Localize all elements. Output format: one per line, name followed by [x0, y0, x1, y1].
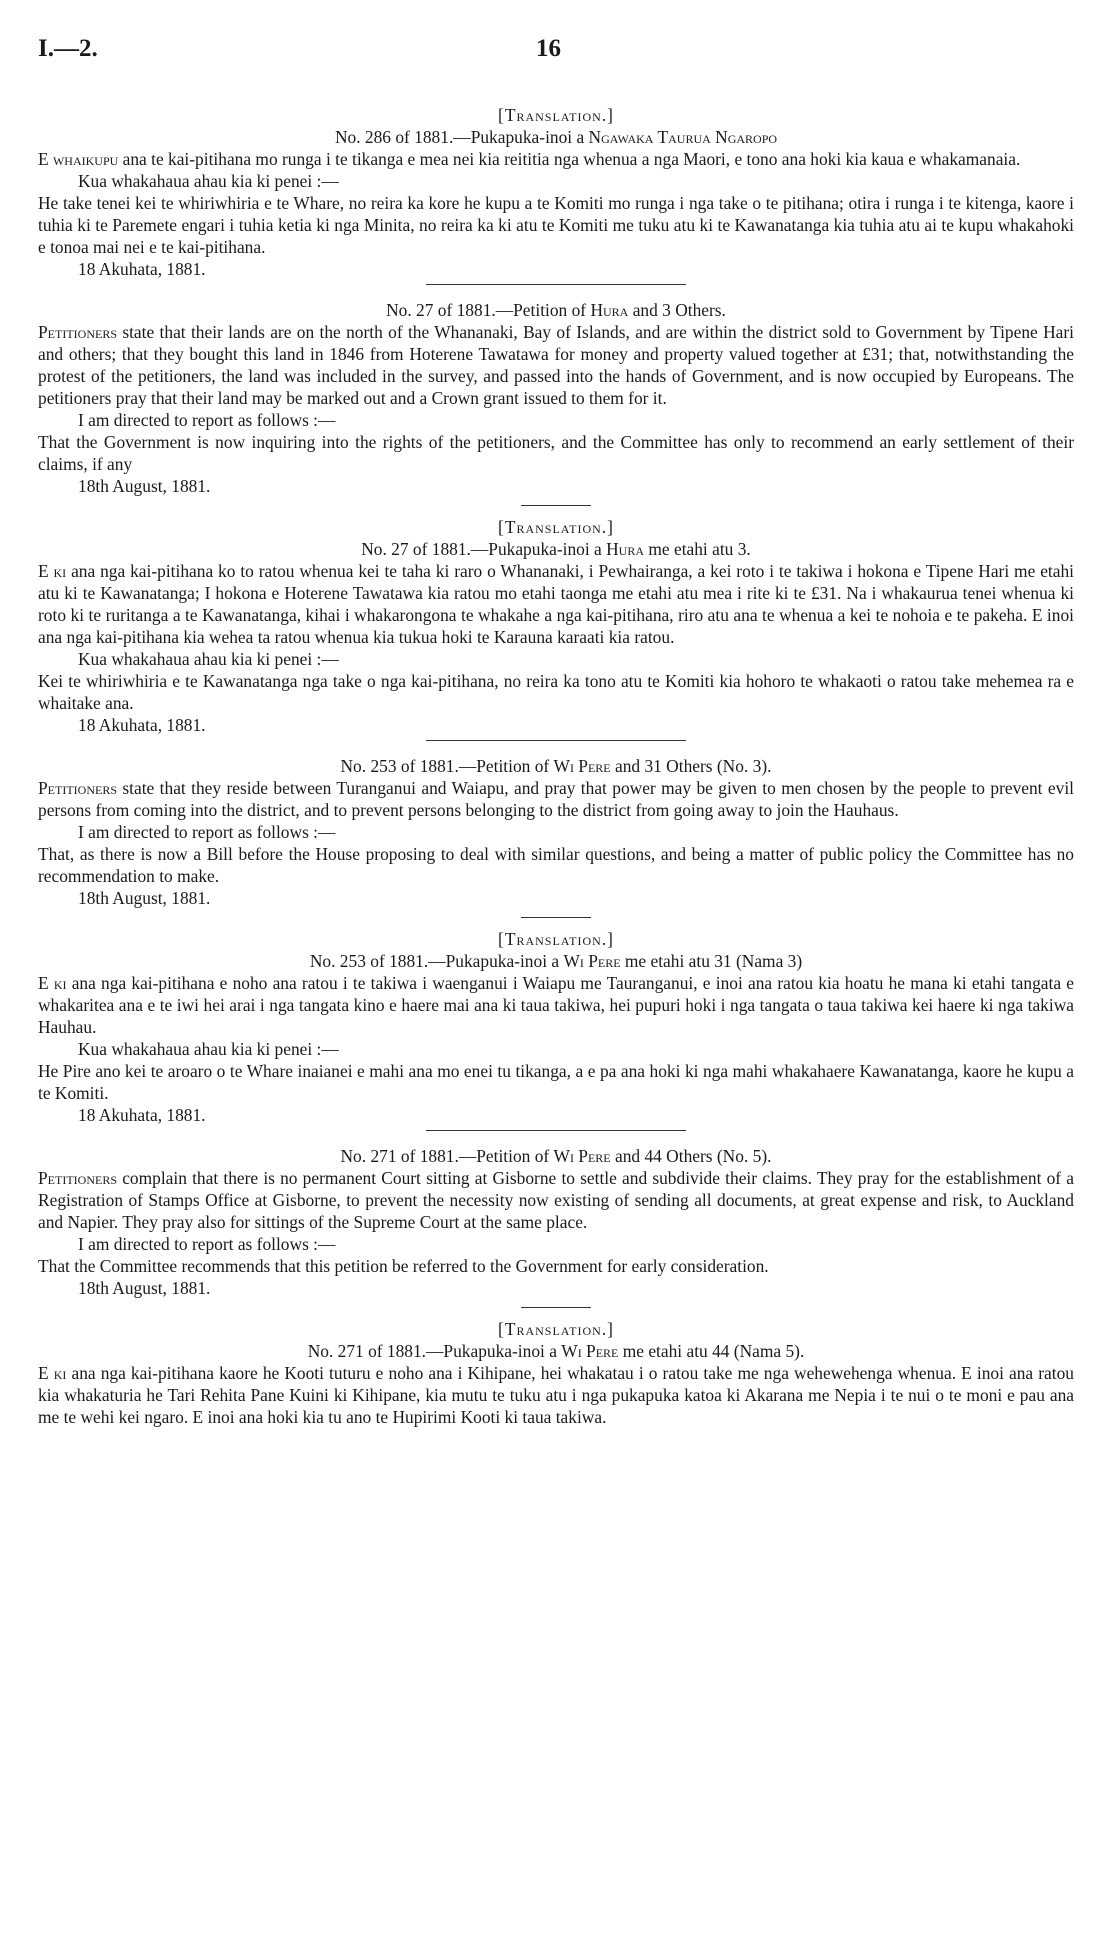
title-suffix: me etahi atu 3. [644, 539, 751, 559]
petitioner-name: Ngawaka Taurua Ngaropo [588, 127, 778, 147]
translation-label: [Translation.] [498, 1319, 614, 1339]
committee-report: He take tenei kei te whiriwhiria e te Whare, no reira ka kore he kupu a te Komiti mo runga i nga take o te pitihana; otira i runga i te kitenga, kaore i tuhia ki te Paremete engari i tuhia ketia ki nga Minita, no reira ka ki atu te Komiti me tuku atu ki te Kawanatanga kia tuhia atu ai te kupu whakahoki e tonoa mai nei e te kai-pitihana. [38, 193, 1074, 257]
petition-summary [38, 1167, 1074, 1233]
petition-summary [38, 972, 1074, 1038]
report-date: 18th August, 1881. [78, 1278, 211, 1298]
lead-word: Petitioners [38, 1168, 117, 1188]
title-suffix: me etahi atu 44 (Nama 5). [618, 1341, 805, 1361]
petition-section [38, 516, 1074, 741]
petition-section [38, 928, 1074, 1131]
petitioner-name: Wi Pere [561, 1341, 619, 1361]
title-suffix: and 44 Others (No. 5). [610, 1146, 772, 1166]
petition-title [38, 126, 1074, 148]
petition-section [38, 104, 1074, 285]
committee-report: Kei te whiriwhiria e te Kawanatanga nga take o nga kai-pitihana, no reira ka tono atu te Komiti kia hohoro te whakaoti o ratou take mehemea ra e whaitake ana. [38, 671, 1074, 713]
section-divider [426, 284, 686, 285]
lead-word: E ki [38, 1363, 67, 1383]
title-prefix: No. 271 of 1881.—Pukapuka-inoi a [307, 1341, 562, 1361]
title-prefix: No. 27 of 1881.—Pukapuka-inoi a [361, 539, 607, 559]
report-date: 18 Akuhata, 1881. [78, 259, 206, 279]
petition-title [38, 1340, 1074, 1362]
petition-summary [38, 321, 1074, 409]
directed-line: I am directed to report as follows :— [78, 822, 336, 842]
committee-report: He Pire ano kei te aroaro o te Whare inaianei e mahi ana mo enei tu tikanga, a e pa ana hoki ki nga mahi whakahaere Kawanatanga, kaore he kupu a te Komiti. [38, 1061, 1074, 1103]
directed-line: Kua whakahaua ahau kia ki penei :— [78, 171, 339, 191]
title-prefix: No. 253 of 1881.—Pukapuka-inoi a [309, 951, 564, 971]
summary-text: ana nga kai-pitihana kaore he Kooti tuturu e noho ana i Kihipane, hei whakatau i o ratou take me nga wehewehenga whenua. E inoi ana ratou kia whakaturia he Tari Rehita Pane Kuini ki Kihipane, kia mutu te tuku atu i nga pukapuka katoa ki Akarana me Nepia i te nui o te moni e pau ana me te wehi kei ngaro. E inoi ana hoki kia tu ano te Hupirimi Kooti ki taua takiwa. [38, 1363, 1074, 1427]
summary-text: state that they reside between Turanganui and Waiapu, and pray that power may be given to men chosen by the people to prevent evil persons from coming into the district, and to prevent persons belonging to the district from going away to join the Hauhaus. [38, 778, 1074, 820]
petition-summary [38, 777, 1074, 821]
petition-title [38, 538, 1074, 560]
committee-report: That, as there is now a Bill before the House proposing to deal with similar questions, and being a matter of public policy the Committee has no recommendation to make. [38, 844, 1074, 886]
document-reference: I.—2. [38, 35, 98, 62]
petition-summary [38, 1362, 1074, 1428]
summary-text: complain that there is no permanent Court sitting at Gisborne to settle and subdivide their claims. They pray for the establishment of a Registration of Stamps Office at Gisborne, to prevent the necessity now existing of sending all documents, at great expense and risk, to Auckland and Napier. They pray also for sittings of the Supreme Court at the same place. [38, 1168, 1074, 1232]
summary-text: ana nga kai-pitihana ko to ratou whenua kei te taha ki raro o Whananaki, i Pewhairanga, a kei roto i te takiwa i hokona e Tipene Hari me etahi atu ki te Kawanatanga; I hokona e Hoterene Tawatawa kia ratou mo etahi taonga me etahi atu mea i rite ki te £31. Na i whakaurua tenei whenua ki roto ki te ruritanga a te Kawanatanga, kihai i whakarongona te whakahe a nga kai-pitihana, riro atu ana te whenua a kei te nohoia e te pakeha. E inoi ana nga kai-pitihana kia wehea ta ratou whenua kia tukua hoki te Karauna karaati kia ratou. [38, 561, 1074, 647]
committee-report: That the Government is now inquiring into the rights of the petitioners, and the Committee has only to recommend an early settlement of their claims, if any [38, 432, 1074, 474]
petition-summary [38, 560, 1074, 648]
section-divider [521, 1307, 591, 1308]
lead-word: Petitioners [38, 778, 117, 798]
petition-section [38, 299, 1074, 506]
translation-label: [Translation.] [498, 929, 614, 949]
petition-section [38, 1145, 1074, 1308]
committee-report: That the Committee recommends that this petition be referred to the Government for early consideration. [38, 1256, 769, 1276]
report-date: 18 Akuhata, 1881. [78, 715, 206, 735]
title-suffix: and 3 Others. [628, 300, 726, 320]
petitioner-name: Wi Pere [563, 951, 621, 971]
title-prefix: No. 286 of 1881.—Pukapuka-inoi a [334, 127, 589, 147]
directed-line: Kua whakahaua ahau kia ki penei :— [78, 1039, 339, 1059]
section-divider [426, 1130, 686, 1131]
title-prefix: No. 27 of 1881.—Petition of [386, 300, 591, 320]
petitioner-name: Wi Pere [553, 1146, 611, 1166]
petition-title [38, 755, 1074, 777]
petition-title [38, 299, 1074, 321]
lead-word: E ki [38, 561, 67, 581]
title-suffix: and 31 Others (No. 3). [610, 756, 772, 776]
summary-text: ana te kai-pitihana mo runga i te tikanga e mea nei kia reititia nga whenua a nga Maori, e tono ana hoki kia kaua e whakamanaia. [118, 149, 1021, 169]
section-divider [521, 917, 591, 918]
lead-word: Petitioners [38, 322, 117, 342]
petition-title [38, 1145, 1074, 1167]
section-divider [521, 505, 591, 506]
directed-line: Kua whakahaua ahau kia ki penei :— [78, 649, 339, 669]
report-date: 18th August, 1881. [78, 888, 211, 908]
translation-label: [Translation.] [498, 517, 614, 537]
petition-summary [38, 148, 1074, 170]
petition-section [38, 755, 1074, 918]
directed-line: I am directed to report as follows :— [78, 410, 336, 430]
directed-line: I am directed to report as follows :— [78, 1234, 336, 1254]
petitioner-name: Hura [590, 300, 629, 320]
section-divider [426, 740, 686, 741]
petition-title [38, 950, 1074, 972]
title-suffix: me etahi atu 31 (Nama 3) [620, 951, 803, 971]
petition-section [38, 1318, 1074, 1428]
lead-word: E whaikupu [38, 149, 119, 169]
petitioner-name: Wi Pere [553, 756, 611, 776]
report-date: 18 Akuhata, 1881. [78, 1105, 206, 1125]
report-date: 18th August, 1881. [78, 476, 211, 496]
title-prefix: No. 271 of 1881.—Petition of [340, 1146, 554, 1166]
title-prefix: No. 253 of 1881.—Petition of [340, 756, 554, 776]
page-content [38, 102, 1074, 1428]
translation-label: [Translation.] [498, 105, 614, 125]
petitioner-name: Hura [606, 539, 645, 559]
summary-text: ana nga kai-pitihana e noho ana ratou i te takiwa i waenganui i Waiapu me Tauranganui, e inoi ana ratou kia hoatu he mana ki etahi tangata e whakaritea ana e te iwi hei arai i nga tangata kino e haere mai ana ki taua takiwa, hei pupuri hoki i nga tangata o taua takiwa kei haere ki nga takiwa Hauhau. [38, 973, 1074, 1037]
summary-text: state that their lands are on the north of the Whananaki, Bay of Islands, and are within the district sold to Government by Tipene Hari and others; that they bought this land in 1846 from Hoterene Tawatawa for money and property valued together at £31; that, notwithstanding the protest of the petitioners, the land was included in the survey, and passed into the hands of Government, and is now occupied by Europeans. The petitioners pray that their land may be marked out and a Crown grant issued to them for it. [38, 322, 1074, 408]
lead-word: E ki [38, 973, 67, 993]
page-number: 16 [536, 35, 561, 62]
